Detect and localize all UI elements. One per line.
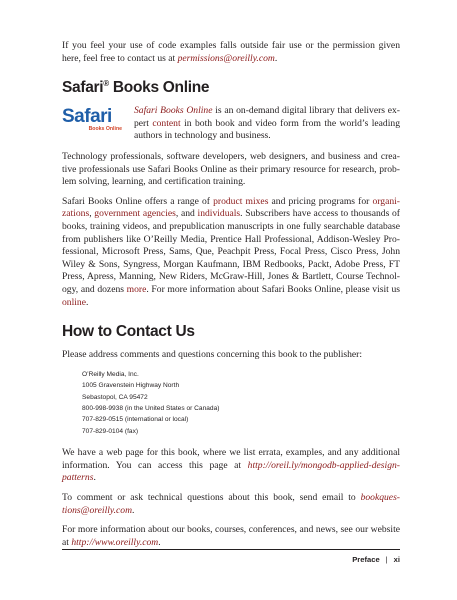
address-line: 707-829-0515 (international or local) — [82, 416, 189, 424]
contact-heading: How to Contact Us — [62, 323, 195, 341]
individuals-link[interactable]: individuals — [197, 208, 241, 220]
safari-logo-subtitle: Books Online — [88, 126, 122, 133]
comment-paragraph: To comment or ask technical questions about this book, send email to bookquestions@oreilly.com. — [62, 491, 400, 516]
safari-logo-word: Safari — [62, 106, 112, 128]
footer-separator: | — [385, 555, 388, 564]
footer-section-label: Preface — [352, 555, 380, 564]
permissions-email-link[interactable]: permissions@oreilly.com — [177, 52, 275, 64]
footer-text — [352, 555, 400, 564]
more-link[interactable]: more — [126, 283, 147, 295]
intro-paragraph: If you feel your use of code examples falls outside fair use or the permission given here, feel free to contact us at permissions@oreilly.com. — [62, 40, 400, 64]
product-mixes-link[interactable]: product mixes — [213, 195, 269, 207]
address-line: 707-829-0104 (fax) — [82, 427, 139, 435]
page-number: xi — [393, 555, 400, 564]
government-agencies-link[interactable]: government agencies — [94, 208, 176, 220]
safari-intro-row — [62, 105, 400, 143]
more-info-paragraph: For more information about our books, courses, conferences, and news, see our website at http://www.oreilly.com. — [62, 524, 400, 548]
address-line: 800-998-9938 (in the United States or Canada) — [82, 404, 220, 412]
book-page-link[interactable]: http://oreil.ly/mongodb-applied-design-patterns — [62, 459, 400, 484]
safari-paragraph-1: Safari Books Online is an on-demand digital library that delivers expert content in both book and video form from the world’s leading authors in technology and business. — [134, 105, 400, 142]
organizations-link[interactable]: organizations — [62, 195, 400, 220]
page-body — [62, 40, 400, 556]
oreilly-website-link[interactable]: http://www.oreilly.com — [71, 536, 159, 548]
address-line: 1005 Gravenstein Highway North — [82, 382, 180, 390]
publisher-address — [82, 369, 400, 437]
online-link[interactable]: online — [62, 296, 86, 308]
contact-intro: Please address comments and questions concerning this book to the publisher: — [62, 349, 363, 361]
safari-paragraph-2: Technology professionals, software developers, web designers, and business and creative professionals use Safari Books Online as their primary resource for research, problem solving, learning, and certification training. — [62, 150, 400, 188]
safari-books-online-link[interactable]: Safari Books Online — [134, 105, 213, 117]
content-link[interactable]: content — [152, 117, 181, 129]
address-line: O’Reilly Media, Inc. — [82, 370, 139, 378]
web-page-paragraph: We have a web page for this book, where we list errata, examples, and any additional information. You can access this page at http://oreil.ly/mongodb-applied-design-patterns. — [62, 447, 400, 484]
address-line: Sebastopol, CA 95472 — [82, 393, 148, 401]
page-footer — [62, 549, 400, 564]
bookquestions-email-link[interactable]: bookquestions@oreilly.com — [62, 491, 400, 516]
safari-paragraph-3: Safari Books Online offers a range of product mixes and pricing programs for organizations, government agencies, and individuals. Subscribers have access to thousands of books, training videos, and prepublication manuscripts in one fully searchable database from publishers like O’Reilly Media, Prentice Hall Professional, Addison-Wesley Professional, Microsoft Press, Sams, Que, Peachpit Press, Focal Press, Cisco Press, John Wiley & Sons, Syngress, Morgan Kaufmann, IBM Redbooks, Packt, Adobe Press, FT Press, Apress, Manning, New Riders, McGraw-Hill, Jones & Bartlett, Course Technology, and dozens more. For more information about Safari Books Online, please visit us online. — [62, 195, 401, 308]
safari-heading: Safari® Books Online — [62, 79, 210, 97]
safari-logo — [62, 107, 126, 132]
